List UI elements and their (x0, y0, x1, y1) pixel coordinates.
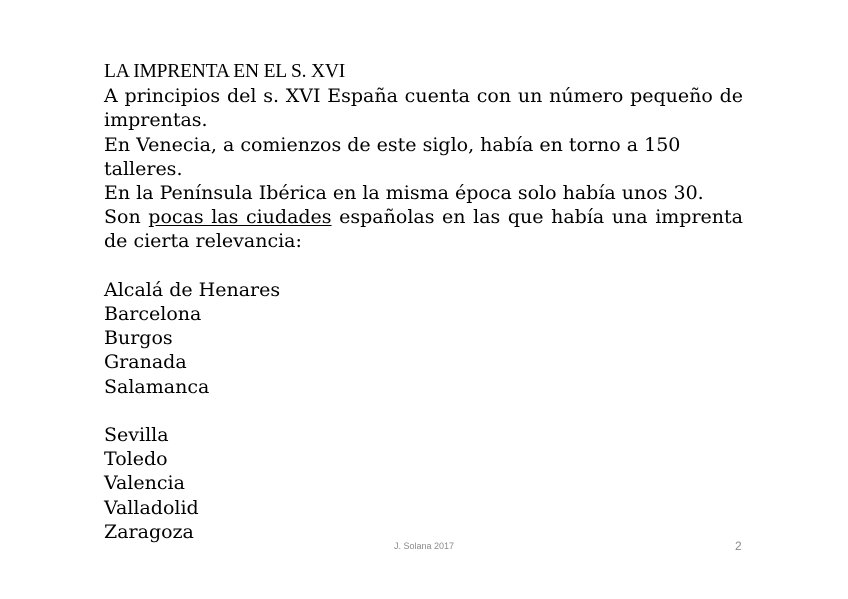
city-item: Zaragoza (104, 520, 194, 543)
city-item: Burgos (104, 327, 173, 350)
city-list-group-1 (104, 278, 743, 399)
city-item: Alcalá de Henares (104, 278, 281, 301)
city-item: Barcelona (104, 303, 202, 326)
paragraph-intro: A principios del s. XVI España cuenta con un número pequeño de imprentas. (104, 85, 743, 132)
footer-author: J. Solana 2017 (393, 541, 455, 551)
underlined-phrase: pocas las ciudades (148, 206, 332, 229)
city-item: Sevilla (104, 424, 169, 447)
paragraph-peninsula: En la Península Ibérica en la misma época solo había unos 30. (104, 182, 704, 205)
spacer (104, 254, 743, 278)
city-item: Salamanca (104, 375, 210, 398)
city-item: Valladolid (104, 496, 199, 519)
paragraph-venecia: En Venecia, a comienzos de este siglo, había en torno a 150 talleres. (104, 133, 681, 180)
paragraph-ciudades (104, 205, 743, 253)
city-item: Valencia (104, 472, 185, 495)
city-list-group-2 (104, 423, 743, 544)
slide-content (104, 60, 743, 544)
city-item: Granada (104, 351, 187, 374)
paragraph-ciudades-prefix: Son (104, 206, 149, 229)
slide-title: LA IMPRENTA EN EL S. XVI (104, 61, 345, 82)
city-item: Toledo (104, 448, 168, 471)
paragraph-ciudades-suffix: españolas en las que había una imprenta de cierta relevancia: (104, 206, 743, 253)
page-number: 2 (735, 539, 742, 553)
spacer (104, 399, 743, 423)
